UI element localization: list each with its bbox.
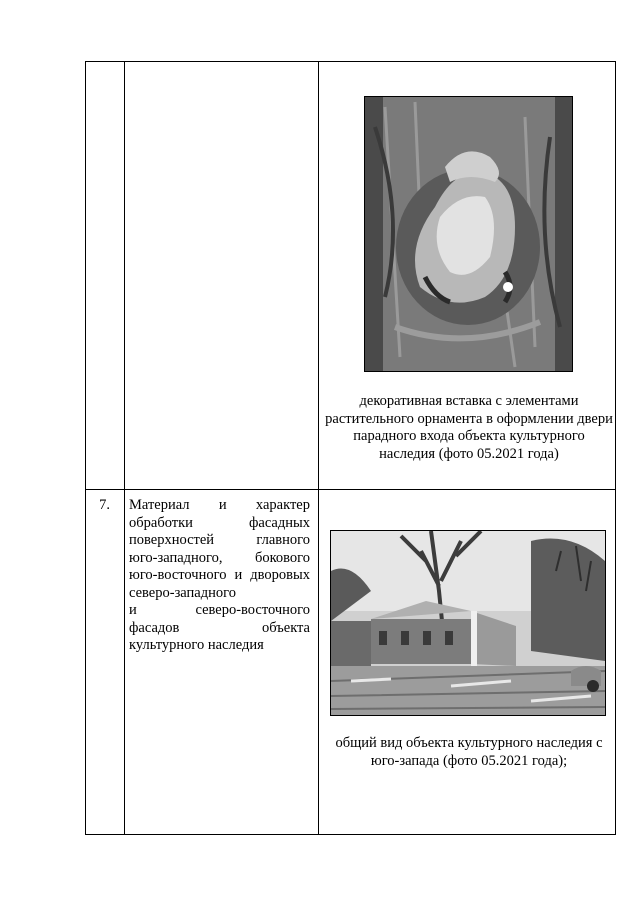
description-line: и северо-восточного	[129, 602, 310, 618]
description-line: Материал и характер	[129, 497, 310, 513]
decorative-insert-photo	[364, 96, 573, 372]
table-border-left	[85, 61, 86, 835]
row-description	[129, 497, 310, 655]
description-line: юго-западного, бокового	[129, 549, 310, 566]
table-border-right	[615, 61, 616, 835]
description-line: культурного наследия	[129, 637, 264, 653]
description-line: юго-восточного и дворовых	[129, 567, 310, 583]
heritage-table	[85, 61, 616, 835]
table-row-divider	[85, 489, 616, 490]
description-line: поверхностей главного	[129, 532, 310, 548]
table-border-top	[85, 61, 616, 62]
description-line: северо-западного	[129, 584, 236, 601]
description-line: фасадов объекта	[129, 619, 310, 636]
table-border-bottom	[85, 834, 616, 835]
row-number: 7.	[99, 497, 110, 513]
table-column-divider-1	[124, 61, 125, 835]
building-general-view-photo	[330, 530, 606, 716]
table-column-divider-2	[318, 61, 319, 835]
photo-caption: общий вид объекта культурного наследия с юго-запада (фото 05.2021 года);	[335, 735, 603, 769]
description-line: обработки фасадных	[129, 514, 310, 531]
photo-caption: декоративная вставка с элементами растительного орнамента в оформлении двери парадного входа объекта культурного наследия (фото 05.2021 года)	[325, 393, 613, 462]
